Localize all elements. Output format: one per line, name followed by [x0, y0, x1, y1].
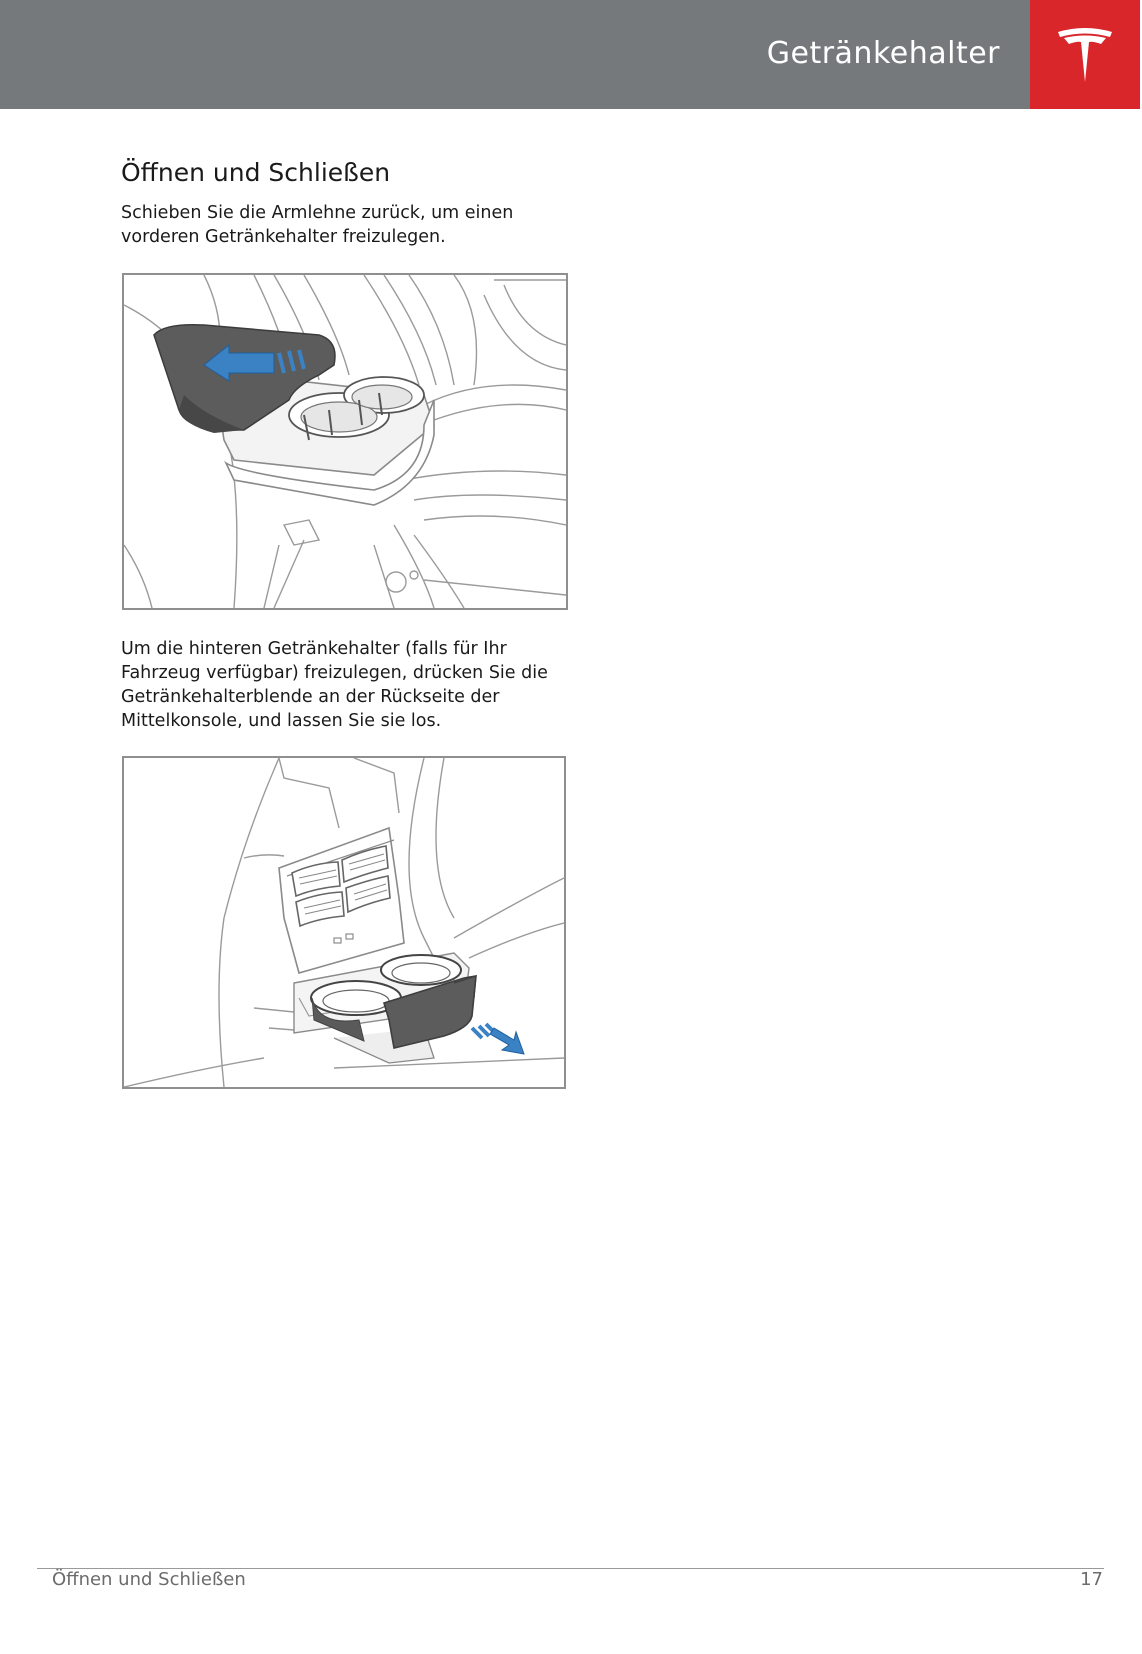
logo-badge: [1030, 0, 1140, 109]
paragraph-rear-cupholder: Um die hinteren Getränkehalter (falls für Ihr Fahrzeug verfügbar) freizulegen, drücken Sie die Getränkehalterblende an der Rückseite der Mittelkonsole, und lassen Sie sie los.: [121, 639, 548, 731]
page-header-title: Getränkehalter: [766, 36, 1000, 71]
page-number: 17: [1080, 1569, 1103, 1590]
rear-cupholder-illustration: [122, 756, 566, 1089]
tesla-logo-icon: [1055, 26, 1115, 84]
front-armrest-cupholder-illustration: [122, 273, 568, 610]
section-title: Öffnen und Schließen: [121, 158, 391, 187]
header-bar: [0, 0, 1030, 109]
footer-section-title: Öffnen und Schließen: [52, 1569, 246, 1590]
paragraph-front-cupholder: Schieben Sie die Armlehne zurück, um einen vorderen Getränkehalter freizulegen.: [121, 203, 514, 247]
